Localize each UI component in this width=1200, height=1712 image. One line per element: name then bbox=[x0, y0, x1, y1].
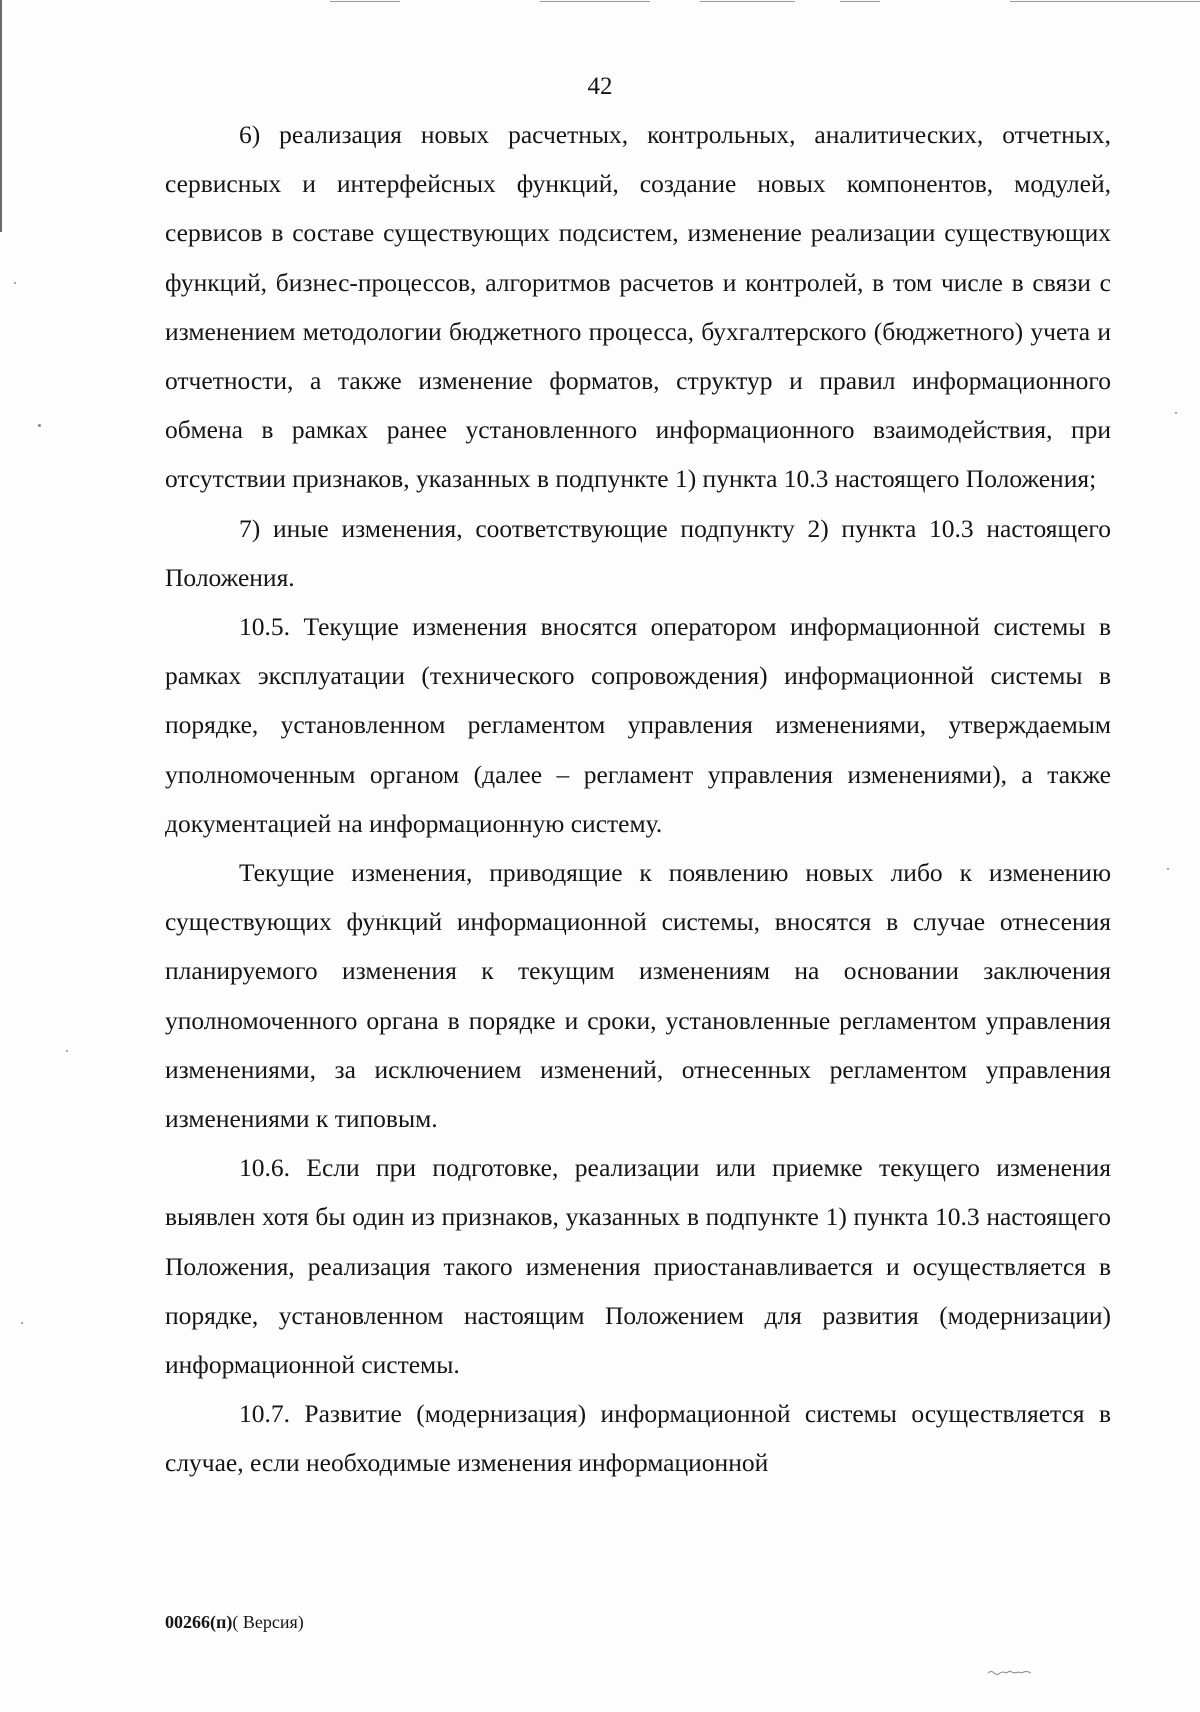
paragraph-10-6: 10.6. Если при подготовке, реализации или приемке текущего изменения выявлен хотя бы один из признаков, указанных в подпункте 1) пункта 10.3 настоящего Положения, реализация такого изменения приостанавливается и осуществляется в порядке, установленном настоящим Положением для развития (модернизации) информационной системы. bbox=[165, 1153, 1111, 1380]
scan-speck bbox=[21, 1322, 23, 1324]
scan-top-mark bbox=[700, 1, 795, 2]
paragraph-6: 6) реализация новых расчетных, контрольных, аналитических, отчетных, сервисных и интерфейсных функций, создание новых компонентов, модулей, сервисов в составе существующих подсистем, изменение реализации существующих функций, бизнес-процессов, алгоритмов расчетов и контролей, в том числе в связи с изменением методологии бюджетного процесса, бухгалтерского (бюджетного) учета и отчетности, а также изменение форматов, структур и правил информационного обмена в рамках ранее установленного информационного взаимодействия, при отсутствии признаков, указанных в подпункте 1) пункта 10.3 настоящего Положения; bbox=[165, 120, 1111, 494]
scan-speck bbox=[1167, 868, 1169, 870]
footer-code: 00266(п) bbox=[165, 1612, 233, 1632]
scan-top-mark bbox=[330, 1, 400, 2]
scan-speck bbox=[38, 424, 41, 427]
paragraph-7: 7) иные изменения, соответствующие подпункту 2) пункта 10.3 настоящего Положения. bbox=[165, 513, 1111, 592]
scan-top-mark bbox=[1010, 1, 1200, 2]
scan-edge-mark bbox=[0, 0, 2, 232]
footer-version: ( Версия) bbox=[232, 1612, 304, 1632]
scan-scribble-mark bbox=[987, 1668, 1033, 1676]
scan-top-mark bbox=[540, 1, 650, 2]
paragraph-10-7: 10.7. Развитие (модернизация) информационной системы осуществляется в случае, если необходимые изменения информационной bbox=[165, 1399, 1111, 1478]
scan-speck bbox=[66, 1050, 68, 1052]
paragraph-current-changes: Текущие изменения, приводящие к появлению новых либо к изменению существующих функций информационной системы, вносятся в случае отнесения планируемого изменения к текущим изменениям на основании заключения уполномоченного органа в порядке и сроки, установленные регламентом управления изменениями, за исключением изменений, отнесенных регламентом управления изменениями к типовым. bbox=[165, 858, 1111, 1134]
scan-speck bbox=[1175, 412, 1177, 414]
paragraph-10-5: 10.5. Текущие изменения вносятся оператором информационной системы в рамках эксплуатации (технического сопровождения) информационной системы в порядке, установленном регламентом управления изменениями, утверждаемым уполномоченным органом (далее – регламент управления изменениями), а также документацией на информационную систему. bbox=[165, 612, 1111, 838]
body-text bbox=[165, 110, 1111, 1488]
page-number: 42 bbox=[587, 73, 613, 100]
footer-document-code bbox=[165, 1610, 304, 1634]
scan-speck bbox=[14, 282, 16, 284]
scan-top-mark bbox=[840, 1, 880, 2]
